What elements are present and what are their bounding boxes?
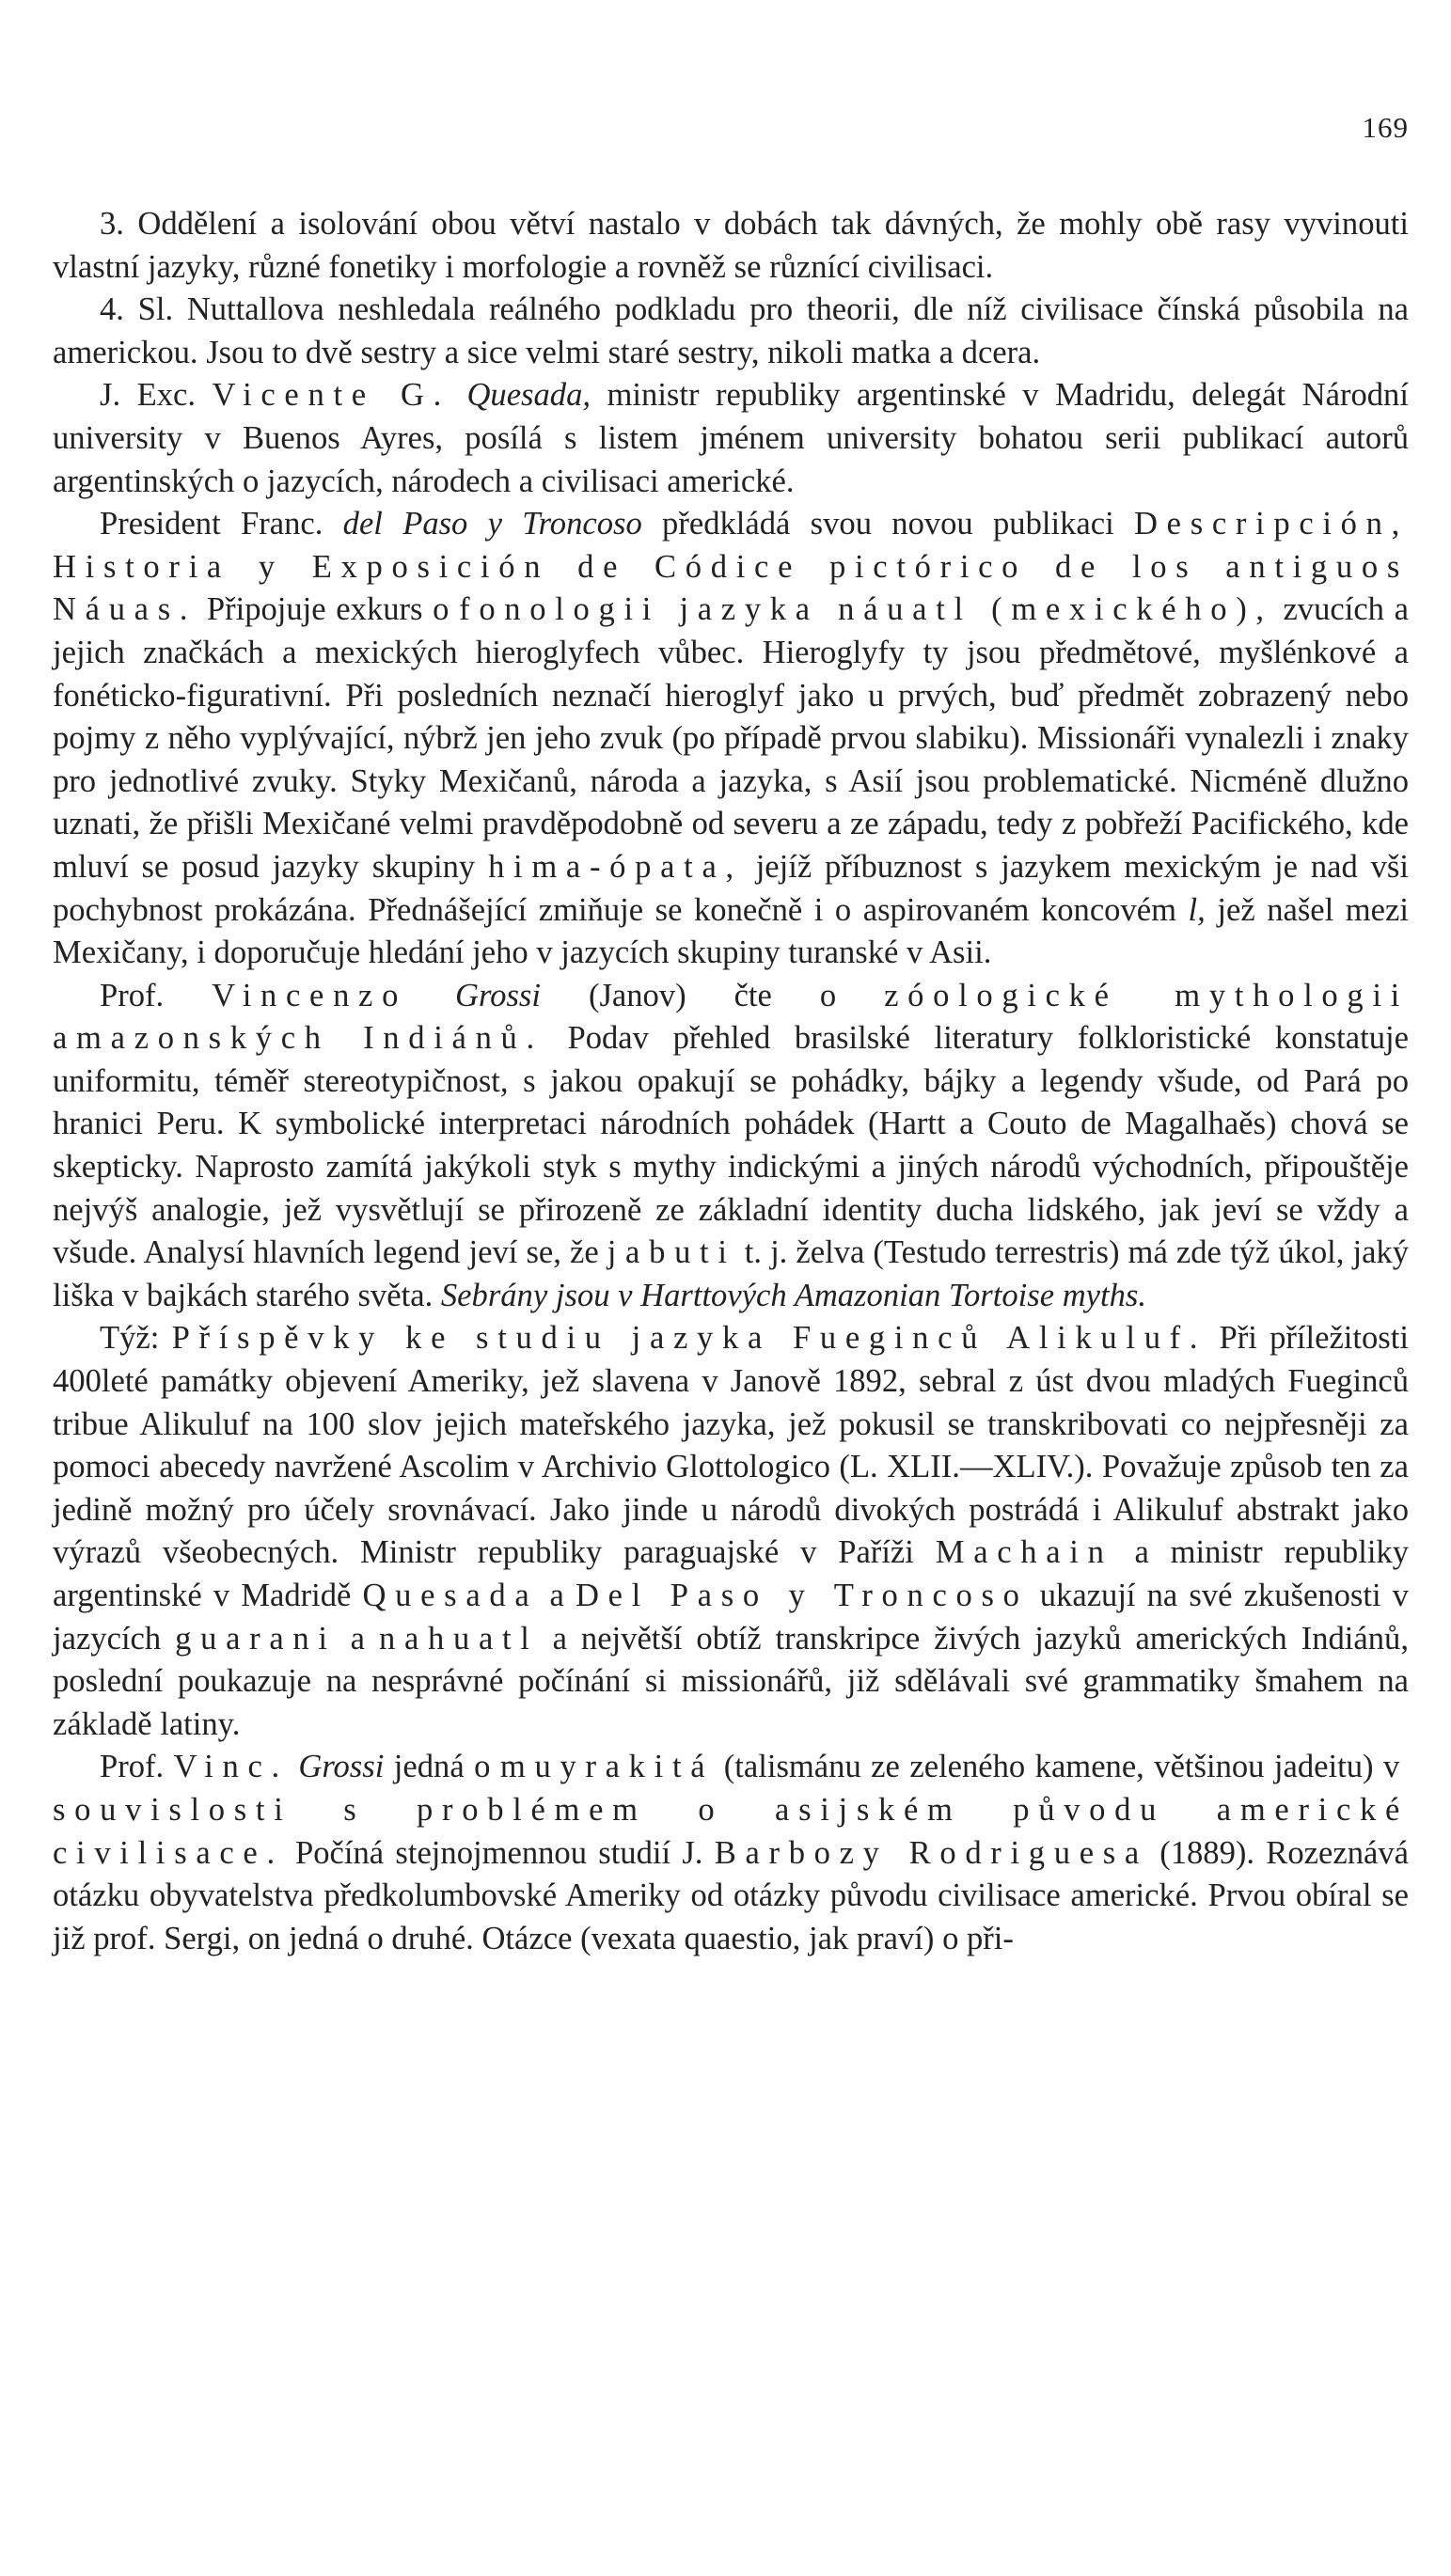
italic-name: Quesada,	[466, 377, 591, 414]
paragraph-fuegians: Týž: Příspěvky ke studiu jazyka Fueginců Alikuluf. Při příležitosti 400leté památky objevení Ameriky, jež slavena v Janově 1892, sebral z úst dvou mladých Fueginců tribue Alikuluf na 100 slov jejich mateřského jazyka, jež pokusil se transkribovati co nejpřesněji za pomoci abecedy navržené Ascolim v Archivio Glottologico (L. XLII.—XLIV.). Považuje způsob ten za jedině možný pro účely srovnávací. Jako jinde u národů divokých postrádá i Alikuluf abstrakt jako výrazů všeobecných. Ministr republiky paraguajské v Paříži Machain a ministr republiky argentinské v Madridě Quesada a Del Paso y Troncoso ukazují na své zkušenosti v jazycích guarani a nahuatl a největší obtíž transkripce živých jazyků amerických Indiánů, poslední poukazuje na nesprávné počínání si missionářů, již sdělávali své grammatiky šmahem na základě latiny.	[53, 1320, 1410, 1742]
paragraph-4: 4. Sl. Nuttallova neshledala reálného podkladu pro theorii, dle níž civilisace čínská působila na americkou. Jsou to dvě sestry a sice velmi staré sestry, nikoli matka a dcera.	[53, 291, 1409, 370]
spaced-topic: fonologii jazyka náuatl (mexického),	[459, 591, 1273, 628]
paragraph-quesada: J. Exc. Vicente G. Quesada, ministr republiky argentinské v Madridu, delegát Národní university v Buenos Ayres, posílá s listem jménem university bohatou serii publikací autorů argentinských o jazycích, národech a civilisaci americké.	[53, 377, 1409, 499]
spaced-name: Vinc.	[173, 1749, 289, 1785]
paragraph-muyrakita: Prof. Vinc. Grossi jedná o muyrakitá (talismánu ze zeleného kamene, většinou jadeitu) v souvislosti s problémem o asijském původu americké civilisace. Počíná stejnojmennou studií J. Barbozy Rodriguesa (1889). Rozeznává otázku obyvatelstva předkolumbovské Ameriky od otázky původu civilisace americké. Prvou obíral se již prof. Sergi, on jedná o druhé. Otázce (vexata quaestio, jak praví) o při-	[53, 1749, 1409, 1956]
italic-name: Grossi	[455, 977, 541, 1013]
spaced-term: hima-ópata,	[488, 848, 743, 885]
spaced-name: Del Paso y Troncoso	[575, 1578, 1029, 1613]
page-number: 169	[1362, 111, 1409, 144]
spaced-term: jabuti	[607, 1234, 736, 1271]
italic-name: del Paso y Troncoso	[342, 506, 642, 542]
italic-name: Grossi	[298, 1749, 385, 1785]
spaced-term: guarani	[175, 1620, 337, 1657]
spaced-name: Vicente G.	[212, 377, 450, 414]
paragraph-3: 3. Oddělení a isolování obou větví nastalo v dobách tak dávných, že mohly obě rasy vyvinouti vlastní jazyky, různé fonetiky i morfologie a rovněž se různící civilisaci.	[53, 206, 1409, 285]
spaced-term: nahuatl	[379, 1620, 539, 1657]
paragraph-del-paso: President Franc. del Paso y Troncoso předkládá svou novou publikaci Descripción, Historia y Exposición de Códice pictórico de los antiguos Náuas. Připojuje exkurs o fonologii jazyka náuatl (mexického), zvucích a jejich značkách a mexických hieroglyfech vůbec. Hieroglyfy ty jsou předmětové, myšlénkové a fonéticko-figurativní. Při posledních neznačí hieroglyf jako u prvých, buď předmět zobrazený nebo pojmy z něho vyplývající, nýbrž jen jeho zvuk (po případě prvou slabiku). Missionáři vynalezli i znaky pro jednotlivé zvuky. Styky Mexičanů, národa a jazyka, s Asií jsou problematické. Nicméně dlužno uznati, že přišli Mexičané velmi pravděpodobně od severu a ze západu, tedy z pobřeží Pacifického, kde mluví se posud jazyky skupiny hima-ópata, jejíž příbuznost s jazykem mexickým je nad vši pochybnost prokázána. Přednášející zmiňuje se konečně i o aspirovaném koncovém l, jež našel mezi Mexičany, i doporučuje hledání jeho v jazycích skupiny turanské v Asii.	[53, 506, 1409, 971]
italic-sentence: Sebrány jsou v Harttových Amazonian Tortoise myths.	[440, 1277, 1147, 1313]
spaced-title: Descripción, Historia y Exposición de Códice pictórico de los antiguos Náuas.	[53, 506, 1409, 628]
paragraph-grossi-mythology: Prof. Vincenzo Grossi (Janov) čte o zóologické mythologii amazonských Indiánů. Podav přehled brasilské literatury folkloristické konstatuje uniformitu, téměř stereotypičnost, s jakou opakují se pohádky, bájky a legendy všude, od Pará po hranici Peru. K symbolické interpretaci národních pohádek (Hartt a Couto de Magalhaěs) chová se skepticky. Naprosto zamítá jakýkoli styk s mythy indickými a jiných národů východních, připouštěje nejvýš analogie, jež vysvětlují se přirozeně ze základní identity ducha lidského, jak jeví se vždy a všude. Analysí hlavních legend jeví se, že jabuti t. j. želva (Testudo terrestris) má zde týž úkol, jaký liška v bajkách starého světa. Sebrány jsou v Harttových Amazonian Tortoise myths.	[53, 977, 1409, 1313]
spaced-name: Machain	[935, 1534, 1113, 1571]
spaced-topic: Příspěvky ke studiu jazyka Fueginců Alikuluf.	[171, 1320, 1207, 1357]
spaced-topic: v souvislosti s problémem o asijském původu americké civilisace.	[53, 1749, 1409, 1871]
italic-letter: l,	[1188, 891, 1206, 928]
spaced-term: muyrakitá	[499, 1749, 715, 1785]
spaced-name: Vincenzo	[212, 977, 408, 1013]
spaced-name: Quesada	[362, 1578, 539, 1613]
spaced-name: Barbozy Rodriguesa	[714, 1834, 1148, 1871]
body-text	[53, 203, 1409, 1960]
spaced-topic: zóologické mythologii amazonských Indiánů.	[53, 977, 1409, 1057]
